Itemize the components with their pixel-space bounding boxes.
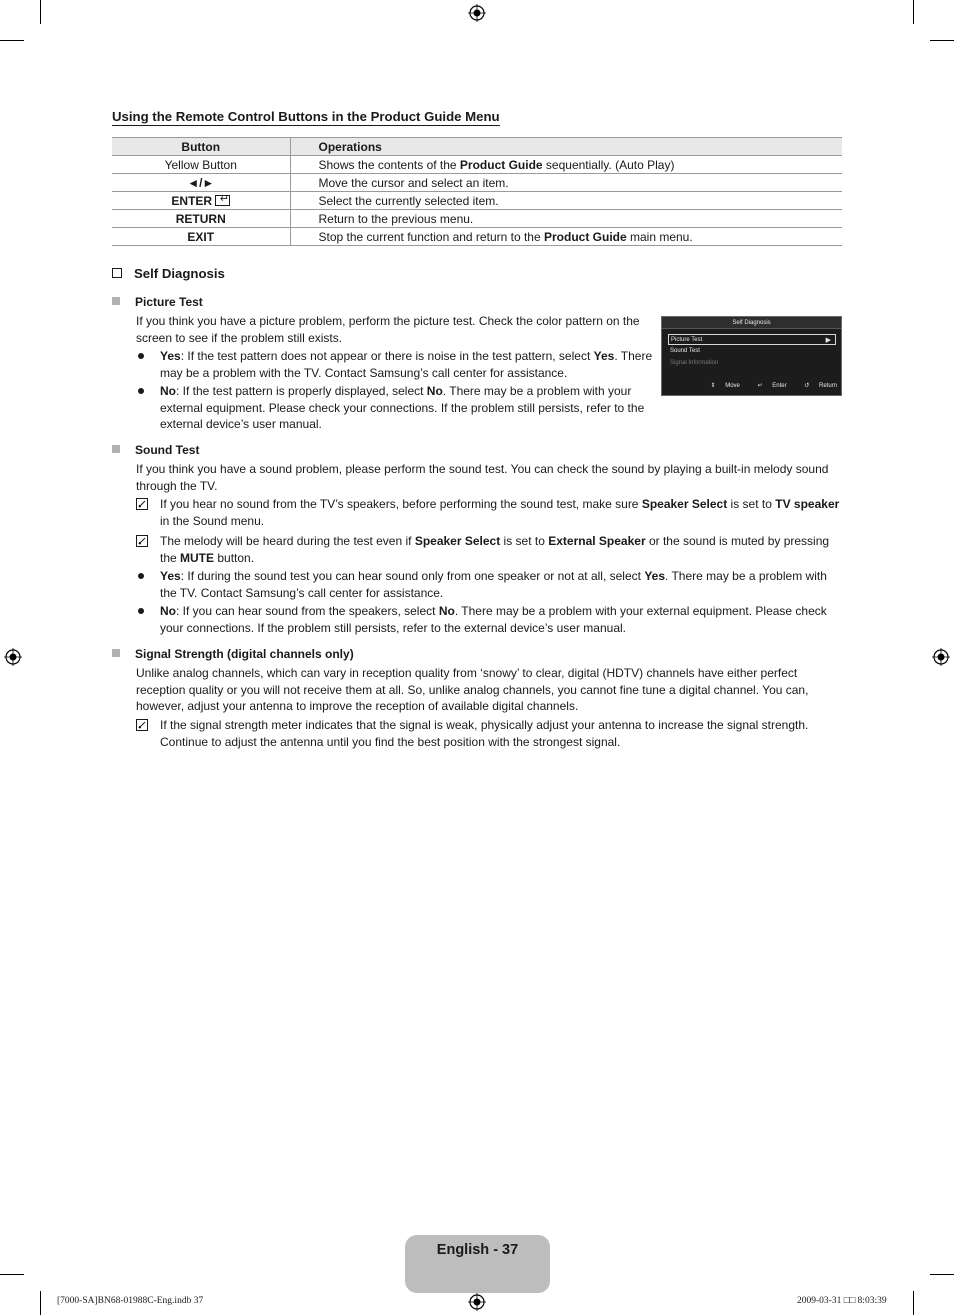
sound-test-no-item: No: If you can hear sound from the speakers, select No. There may be a problem with your external equipment. Please check your connections. If the problem still persists, refer to the external device’s user manual. <box>136 603 844 636</box>
note-icon <box>136 498 148 510</box>
sound-test-yes-item: Yes: If during the sound test you can hear sound only from one speaker or not at all, select Yes. There may be a problem with the TV. Contact Samsung’s call center for assistance. <box>136 568 844 601</box>
section-title: Using the Remote Control Buttons in the Product Guide Menu <box>112 109 500 124</box>
sound-test-note-1: If you hear no sound from the TV’s speakers, before performing the sound test, make sure Speaker Select is set to TV speaker in the Sound menu. <box>136 496 844 529</box>
picture-test-body: If you think you have a picture problem, perform the picture test. Check the color pattern on the screen to see if the problem still exists. <box>136 314 640 345</box>
square-bullet-icon <box>112 649 120 657</box>
signal-strength-heading: Signal Strength (digital channels only) <box>112 647 354 661</box>
operation-cell: Move the cursor and select an item. <box>290 174 842 192</box>
button-cell: EXIT <box>112 228 290 246</box>
updown-arrow-icon: ⇕ <box>710 383 716 389</box>
footer-file-info: [7000-SA]BN68-01988C-Eng.indb 37 <box>57 1296 204 1306</box>
square-bullet-icon <box>112 297 120 305</box>
crop-mark <box>913 0 914 24</box>
remote-buttons-table <box>112 137 842 246</box>
registration-mark-icon <box>932 648 950 666</box>
self-diagnosis-osd-screen <box>661 316 842 396</box>
osd-enter-hint: ↵ Enter <box>757 383 787 389</box>
bullet-dot-icon <box>138 388 144 394</box>
osd-title: Self Diagnosis <box>662 317 841 329</box>
osd-item-sound-test: Sound Test <box>670 348 700 354</box>
registration-mark-icon <box>4 648 22 666</box>
crop-mark <box>0 1274 24 1275</box>
column-header-button: Button <box>112 138 290 156</box>
bullet-dot-icon <box>138 573 144 579</box>
return-icon: ↺ <box>804 383 810 389</box>
self-diagnosis-heading: Self Diagnosis <box>112 266 225 281</box>
sound-test-body: If you think you have a sound problem, please perform the sound test. You can check the sound by playing a built-in melody sound through the TV. <box>136 462 829 493</box>
column-header-operations: Operations <box>290 138 842 156</box>
checkbox-square-icon <box>112 268 122 278</box>
signal-strength-body: Unlike analog channels, which can vary in reception quality from ‘snowy’ to clear, digital (HDTV) channels have either perfect reception quality or you will not receive them at all. So, unlike analog channels, you cannot fine tune a digital channel. You can, however, adjust your antenna to improve the reception of available digital channels. <box>136 666 809 713</box>
button-cell: Yellow Button <box>112 156 290 174</box>
table-row <box>112 192 842 210</box>
crop-mark <box>40 0 41 24</box>
osd-move-hint: ⇕ Move <box>710 383 740 389</box>
osd-return-hint: ↺ Return <box>804 383 837 389</box>
footer-timestamp: 2009-03-31 □□ 8:03:39 <box>797 1296 887 1306</box>
table-row <box>112 156 842 174</box>
picture-test-yes-item: Yes: If the test pattern does not appear or there is noise in the test pattern, select Yes. There may be a problem with the TV. Contact Samsung’s call center for assistance. <box>136 348 656 381</box>
crop-mark <box>40 1291 41 1315</box>
note-icon <box>136 719 148 731</box>
button-cell: RETURN <box>112 210 290 228</box>
signal-strength-note: If the signal strength meter indicates that the signal is weak, physically adjust your antenna to increase the signal strength. Continue to adjust the antenna until you find the best position with the strongest signal. <box>136 717 844 750</box>
picture-test-heading: Picture Test <box>112 295 203 309</box>
registration-mark-icon <box>468 4 486 22</box>
crop-mark <box>913 1291 914 1315</box>
right-arrow-icon: ▶ <box>825 337 831 344</box>
operation-cell: Stop the current function and return to the Product Guide main menu. <box>290 228 842 246</box>
table-header-row <box>112 138 842 156</box>
crop-mark <box>930 1274 954 1275</box>
crop-mark <box>930 40 954 41</box>
note-icon <box>136 535 148 547</box>
page-number-tab: English - 37 <box>405 1235 550 1293</box>
table-row <box>112 174 842 192</box>
operation-cell: Shows the contents of the Product Guide sequentially. (Auto Play) <box>290 156 842 174</box>
sound-test-heading: Sound Test <box>112 443 199 457</box>
enter-icon <box>215 195 230 206</box>
button-cell: ◄/► <box>112 174 290 192</box>
osd-footer <box>695 382 837 389</box>
bullet-dot-icon <box>138 608 144 614</box>
table-row <box>112 210 842 228</box>
crop-mark <box>0 40 24 41</box>
operation-cell: Return to the previous menu. <box>290 210 842 228</box>
operation-cell: Select the currently selected item. <box>290 192 842 210</box>
table-row <box>112 228 842 246</box>
square-bullet-icon <box>112 445 120 453</box>
enter-icon: ↵ <box>757 383 763 389</box>
sound-test-note-2: The melody will be heard during the test even if Speaker Select is set to External Speaker or the sound is muted by pressing the MUTE button. <box>136 533 844 566</box>
picture-test-no-item: No: If the test pattern is properly displayed, select No. There may be a problem with your external equipment. Please check your connections. If the problem still persists, refer to the external device’s user manual. <box>136 383 656 433</box>
registration-mark-icon <box>468 1293 486 1311</box>
bullet-dot-icon <box>138 353 144 359</box>
osd-item-picture-test: Picture Test ▶ <box>668 334 836 345</box>
osd-item-signal-information: Signal Information <box>670 360 719 366</box>
button-cell: ENTER↵ <box>112 192 290 210</box>
